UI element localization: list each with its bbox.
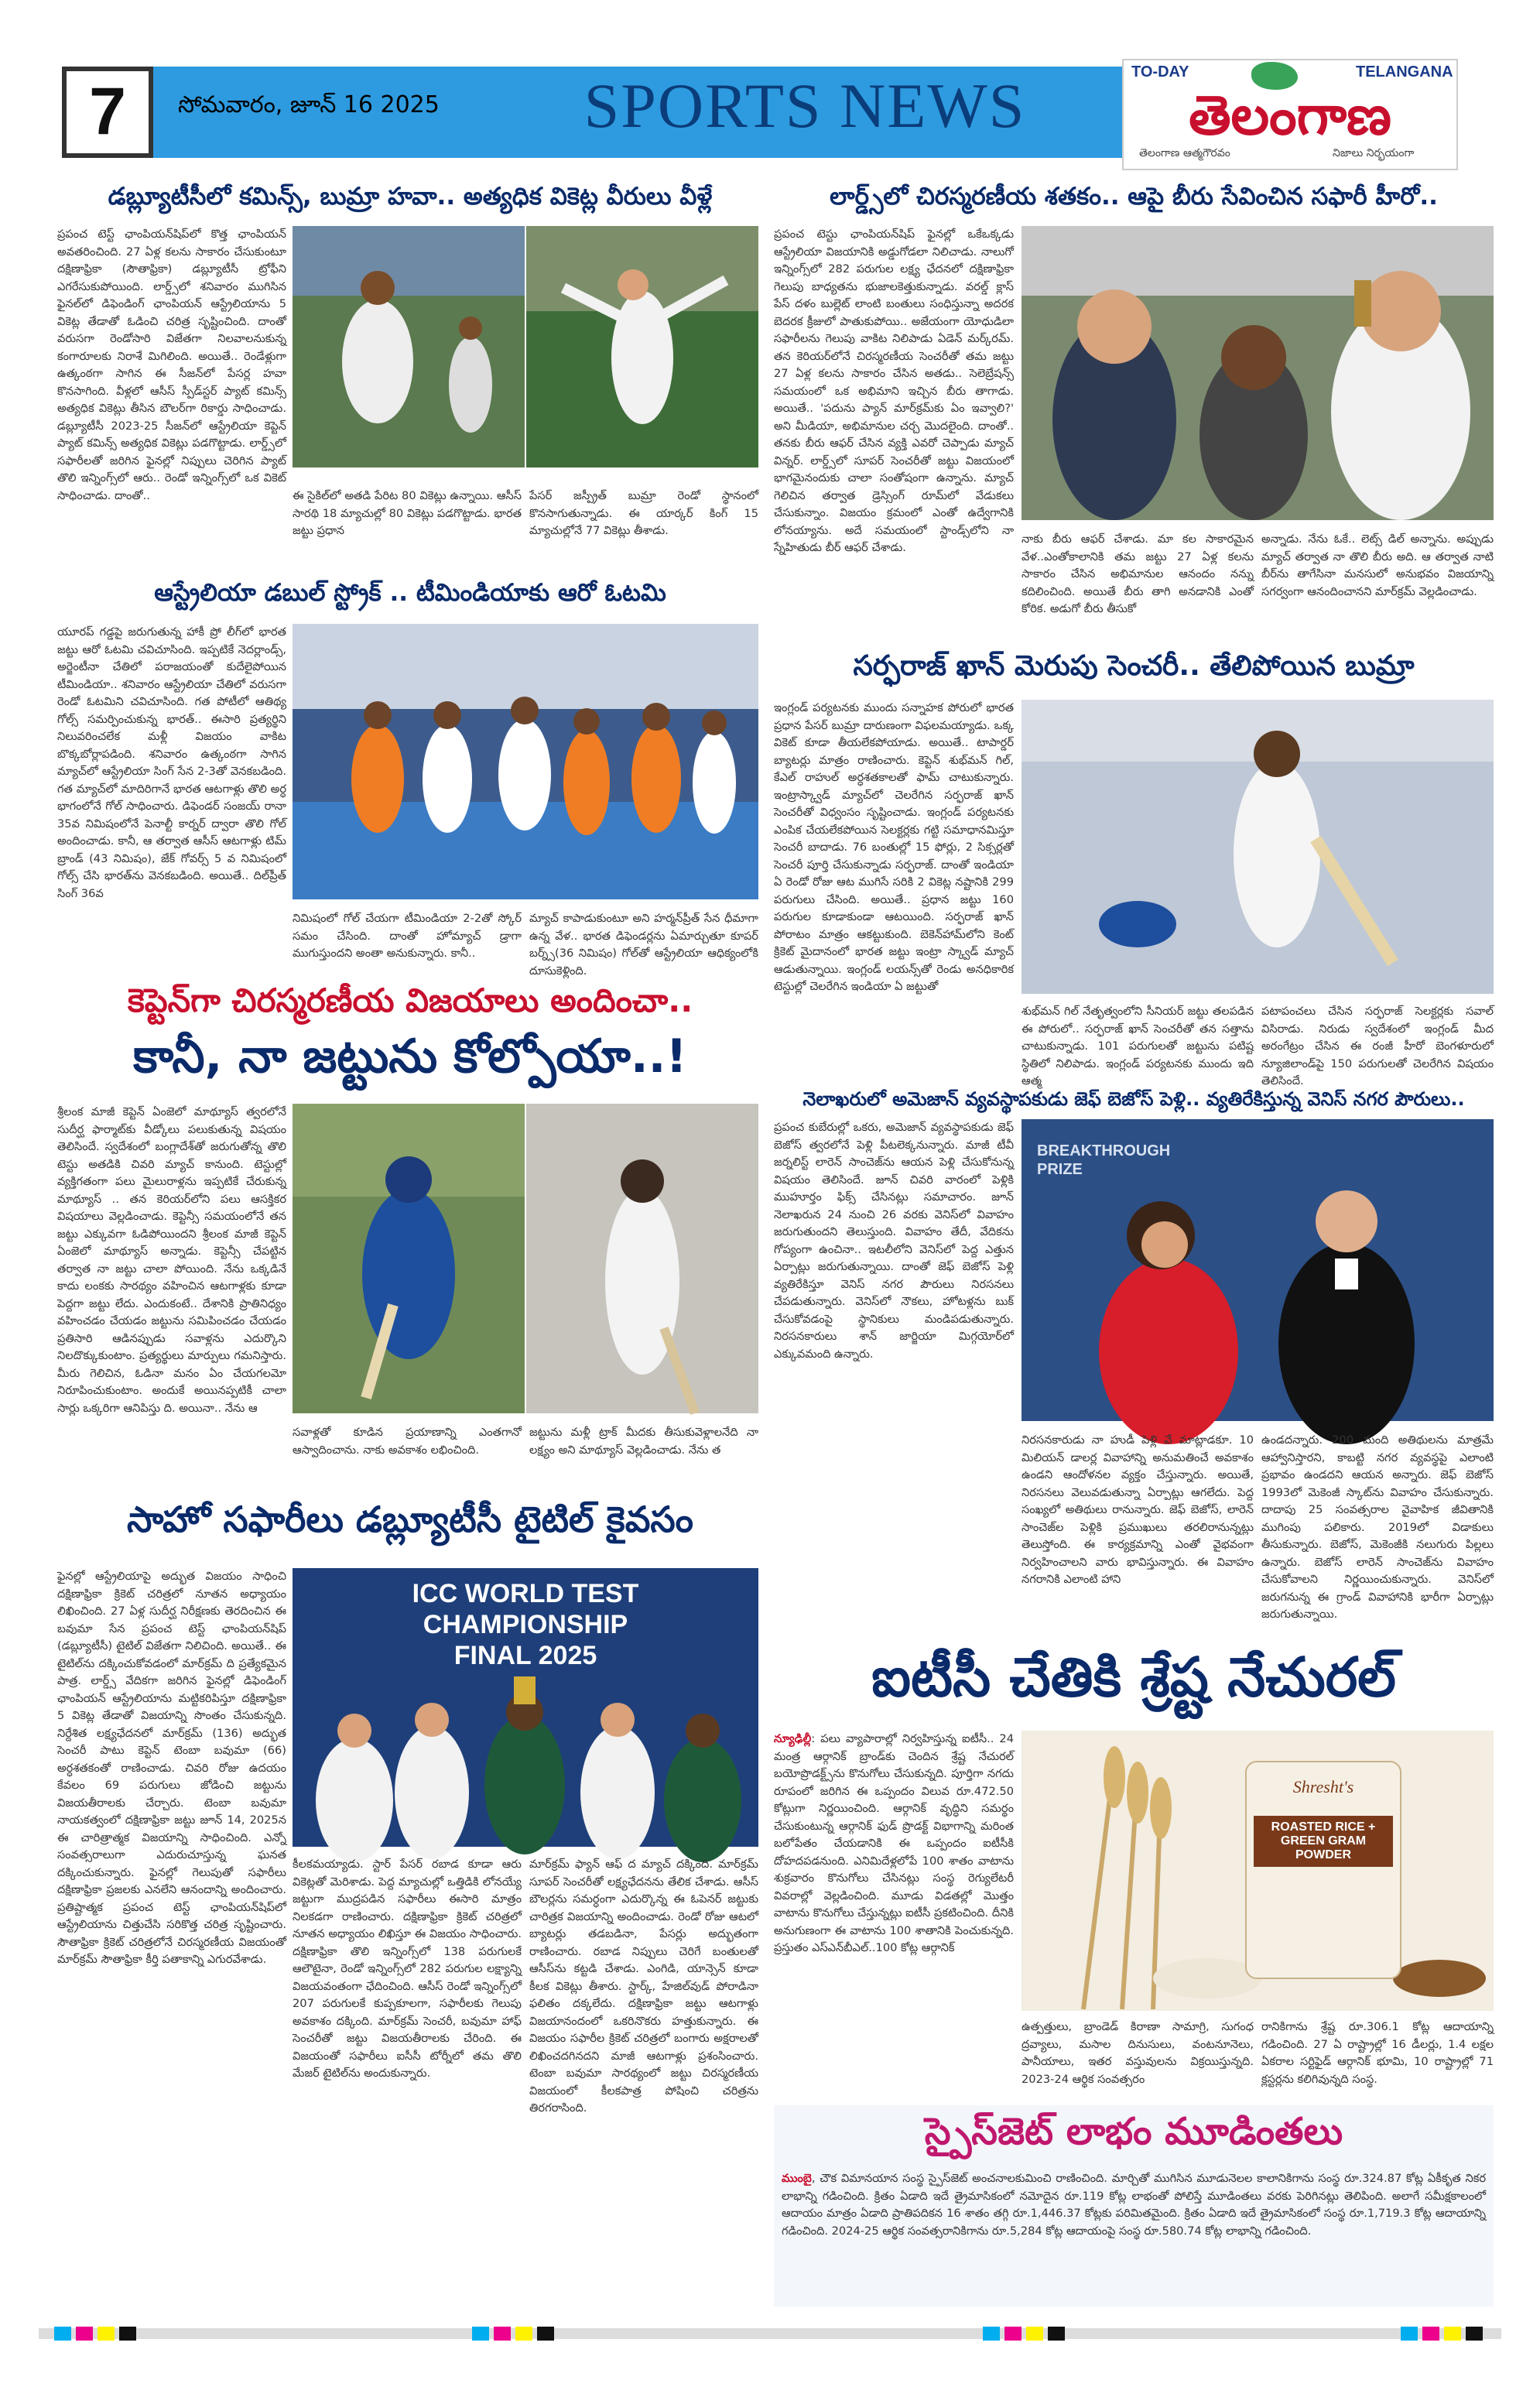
- article-spicejet-body: [782, 2170, 1486, 2302]
- photo-fans-beer: [1022, 226, 1494, 520]
- caption-itc-left: ఉత్పత్తులు, బ్రాండెడ్ కిరాణా సామాగ్రి, సుగంధ ద్రవ్యాలు, మసాల దినుసులు, వంటనూనెలు, పానీయాలు, ఇతర వస్తువులను విక్రయిస్తున్నది. 2023-24 ఆర్థిక సంవత్సరం: [1022, 2020, 1254, 2086]
- logo-top-left: TO-DAY: [1131, 63, 1189, 80]
- photo-bezos-backdrop-2: PRIZE: [1037, 1161, 1083, 1178]
- photo-wtc-caption-2: CHAMPIONSHIP: [423, 1610, 628, 1639]
- issue-date: సోమవారం, జూన్ 16 2025: [178, 91, 440, 118]
- caption-wtc-right: పేసర్ జస్ప్రీత్ బుమ్రా రెండో స్థానంలో కొనసాగుతున్నాడు. ఈ యార్కర్ కింగ్ 15 మ్యాచుల్లోనే 77 వికెట్లు తీశాడు.: [529, 489, 758, 537]
- logo-name: తెలంగాణ: [1189, 84, 1391, 147]
- article-wtc-title-col3: మార్‌క్రమ్ ఫ్యాన్ ఆఫ్ ద మ్యాచ్ దక్కింది. మార్‌క్రమ్ సూపర్ సెంచరీతో లక్ష్యఛేదనను తేలిక చేశాడు. ఆసీస్ బౌలర్లను సమర్ధంగా ఎదుర్కొన్న ఈ ఓపెనర్ జట్టుకు చారిత్రక విజయాన్ని అందించాడు. రెండో రోజు ఆటలో బ్యాటర్లు తడబడినా, పేసర్లు అద్భుతంగా రాణించారు. రబాడ నిప్పులు చెరిగే బంతులతో ఆసీస్‌ను కట్టడి చేశాడు. ఎంగిడి, యాన్సెన్ కూడా కీలక వికెట్లు తీశారు. స్టార్క్, హేజిల్‌వుడ్ పోరాడినా ఫలితం దక్కలేదు. దక్షిణాఫ్రికా జట్టు ఆటగాళ్లు విజయానందంలో ఒకరినొకరు హత్తుకున్నారు. ఈ విజయం సఫారీల క్రికెట్ చరిత్రలో బంగారు అక్షరాలతో లిఖించదగినదని మాజీ ఆటగాళ్లు ప్రశంసించారు. టెంబా బవుమా సారథ్యంలో జట్టు చిరస్మరణీయ విజయంలో కీలకపాత్ర పోషించి చరిత్రను తిరగరాసింది.: [529, 1858, 758, 2115]
- photo-wtc-players: [293, 1568, 758, 1847]
- photo-sarfaraz: [1022, 700, 1494, 994]
- headline-sarfaraz: సర్ఫరాజ్ ఖాన్ మెరుపు సెంచరీ.. తేలిపోయిన బుమ్రా: [853, 650, 1415, 682]
- headline-wtc-wickets: డబ్ల్యూటీసీలో కమిన్స్, బుమ్రా హవా.. అత్యధిక వికెట్ల వీరులు వీళ్లే: [108, 183, 713, 211]
- caption-wtc-left: ఈ సైకిల్‌లో అతడి పేరిట 80 వికెట్లు ఉన్నాయి. ఆసీస్ సారథి 18 మ్యాచుల్లో 80 వికెట్లు పడగొట్టాడు. భారత జట్టు ప్రధాన: [293, 489, 522, 537]
- caption-markram-right: అన్నాడు. నేను ఓకే.. లెట్స్ డిల్ అన్నాను. అప్పుడు మ్యాచ్ తర్వాత నా తొలి బీరు అది. ఆ తర్వాత నాటి బీర్‌ను తాగేసినా మనసులో అనుభవం విజయాన్ని సగర్వంగా ఆనందించానని మార్‌క్రమ్ వెల్లడించాడు.: [1261, 533, 1494, 598]
- article-itc-body: [774, 1731, 1014, 2087]
- print-registration-bar: [39, 2325, 1501, 2342]
- photo-bumrah-cummins: [293, 226, 758, 467]
- caption-hockey-right: మ్యాచ్ కాపాడుకుంటూ అని హర్మన్‌ప్రీత్ సేన ధీమాగా ఉన్న వేళ.. భారత డిఫెండర్లను ఏమార్చుతూ కూపర్ బర్న్స్(36 నిమిషం) గోల్‌తో ఆస్ట్రేలియా ఆధిక్యంలోకి దూసుకెళ్లింది.: [529, 912, 758, 978]
- article-wtc-title-body: ఫైనల్లో ఆస్ట్రేలియాపై అద్భుత విజయం సాధించి దక్షిణాఫ్రికా క్రికెట్ చరిత్రలో నూతన అధ్యాయం లిఖించింది. 27 ఏళ్ల సుదీర్ఘ నిరీక్షణకు తెరదించిన ఈ బవుమా సేన ప్రపంచ టెస్ట్ ఛాంపియన్‌షిప్ (డబ్ల్యూటీసీ) టైటిల్ విజేతగా నిలిచింది. అయితే.. ఈ టైటిల్‌ను దక్కించుకోవడంలో మార్‌క్రమ్ ది ప్రత్యేకమైన పాత్ర. లార్డ్స్ వేదికగా జరిగిన ఫైనల్లో డిఫెండింగ్ ఛాంపియన్ ఆస్ట్రేలియాను మట్టికరిపిస్తూ దక్షిణాఫ్రికా 5 వికెట్ల తేడాతో విజయాన్ని సొంతం చేసుకున్నది. నిర్దేశిత లక్ష్యఛేదనలో మార్‌క్రమ్ (136) అద్భుత సెంచరీ పాటు కెప్టెన్ టెంబా బవుమా (66) అర్ధశతకంతో రాణించాడు. చివరి రోజు ఉదయం కేవలం 69 పరుగులు జోడించి జట్టును విజయతీరాలకు చేర్చారు. టెంబా బవుమా నాయకత్వంలో దక్షిణాఫ్రికా జట్టు జూన్ 14, 2025న ఈ చారిత్రాత్మక విజయాన్ని సాధించింది. ఎన్నో సంవత్సరాలుగా ఎదురుచూస్తున్న ఘనత దక్కించుకున్నారు. ఫైనల్లో గెలుపుతో సఫారీలు దక్షిణాఫ్రికా ప్రజలకు ఎనలేని ఆనందాన్ని అందించారు. ప్రతిష్టాత్మక ప్రపంచ టెస్ట్ ఛాంపియన్‌షిప్‌లో ఆస్ట్రేలియాను చిత్తుచేసి సరికొత్త చరిత్ర సృష్టించారు. సౌతాఫ్రికా క్రికెట్ చరిత్రలోనే చిరస్మరణీయ విజయంతో మార్‌క్రమ్ సౌతాఫ్రికా కీర్తి పతాకాన్ని ఎగురవేశాడు.: [57, 1570, 286, 1966]
- caption-mathews-right: జట్టును మళ్లీ ట్రాక్ మీదకు తీసుకువెళ్లాలనేది నా లక్ష్యం అని మాథ్యూస్ వెల్లడించాడు. నేను త: [529, 1426, 758, 1457]
- logo-tagline-left: తెలంగాణ ఆత్మగౌరవం: [1139, 147, 1230, 159]
- article-itc-dateline-sep: :: [811, 1732, 821, 1745]
- headline-mathews-big: కానీ, నా జట్టును కోల్పోయా..!: [133, 1029, 687, 1084]
- caption-itc-right: రానికిగాను శ్రేష్ట రూ.306.1 కోట్ల ఆదాయాన్ని గడించింది. 27 ఏ రాష్ట్రాల్లో 16 డీలర్లు, 1.4 లక్షల ఏకరాల సర్టిఫైడ్ ఆర్గానిక్ భూమి, 10 రాష్ట్రాల్లో 71 క్లస్టర్లను కలిగివున్నది సంస్థ.: [1261, 2020, 1494, 2086]
- logo-tagline-right: నిజాలు నిర్భయంగా: [1333, 147, 1415, 159]
- article-sarfaraz-body: ఇంగ్లండ్ పర్యటనకు ముందు సన్నాహక పోరులో భారత ప్రధాన పేసర్ బుమ్రా దారుణంగా విఫలమయ్యాడు. ఒక్క వికెట్ కూడా తీయలేకపోయాడు. అయితే.. టాపార్డర్ బ్యాటర్లు మాత్రం రాణించారు. కెప్టెన్ శుభ్‌మన్ గిల్, కేఎల్ రాహుల్ అర్ధశతకాలతో ఫామ్ చాటుకున్నారు. ఇంట్రాస్క్వాడ్ మ్యాచ్‌లో చెలరేగిన సర్ఫరాజ్ ఖాన్ సెంచరీతో విధ్వంసం సృష్టించాడు. ఇంగ్లండ్ పర్యటనకు ఎంపిక చేయలేకపోయిన సెలక్టర్లకు గట్టి సమాధానమిస్తూ సెంచరీ బాదాడు. 76 బంతుల్లో 15 ఫోర్లు, 2 సిక్సర్లతో సెంచరీ పూర్తి చేసుకున్నాడు సర్ఫరాజ్. దాంతో ఇండియా ఏ రెండో రోజు ఆట ముగిసే సరికి 2 వికెట్ల నష్టానికి 299 పరుగులు చేసింది. అయితే.. ప్రధాన జట్టు 160 పరుగుల కూడాకుండా ఆటయింది. సర్ఫరాజ్ ఖాన్ పోరాటం మాత్రం ఆకట్టుకుంది. బెకెన్‌హామ్‌లోని కెంట్ క్రికెట్ మైదానంలో భారత జట్టు ఇంట్రా స్క్వాడ్ మ్యాచ్ ఆడుతున్నాయి. ఇంగ్లండ్ లయన్స్‌తో రెండు అనధికారిక టెస్టుల్లో చెలరేగిన ఇండియా ఏ జట్టుతో: [774, 701, 1014, 993]
- photo-bezos-people: [1022, 1119, 1494, 1421]
- headline-hockey: ఆస్ట్రేలియా డబుల్ స్ట్రోక్ .. టీమిండియాకు ఆరో ఓటమి: [154, 579, 666, 607]
- product-name: ROASTED RICE + GREEN GRAM POWDER: [1254, 1816, 1393, 1867]
- section-title: SPORTS NEWS: [583, 70, 1026, 141]
- caption-sarfaraz-right: పటాపంచలు చేసిన సర్ఫరాజ్ సెలక్టర్లకు సవాల్ విసిరాడు. నిరుడు స్వదేశంలో ఇంగ్లండ్ మీద అరంగేట్రం చేసిన ఈ రంజీ హీరో బెంగళూరులో న్యూజిలాండ్‌పై 150 పరుగులతో చెలరేగిన విషయం తెలిసిందే.: [1261, 1005, 1494, 1087]
- photo-wtc-caption-1: ICC WORLD TEST: [412, 1579, 639, 1608]
- article-spicejet-dateline-sep: ,: [811, 2172, 820, 2185]
- wheat-stalks-icon: [1022, 1731, 1494, 2011]
- article-itc-text: పలు వ్యాపారాల్లో నిర్వహిస్తున్న ఐటీసీ.. 24 మంత్ర ఆర్గానిక్ బ్రాండ్‌కు చెందిన శ్రేష్ట నేచురల్ బయోప్రొడక్ట్స్‌ను కొనుగోలు చేసుకున్నది. పూర్తిగా నగదు రూపంలో జరిగిన ఈ ఒప్పందం విలువ రూ.472.50 కోట్లుగా నిర్ణయించింది. ఆర్గానిక్ వృద్ధిని సమర్థం చేసుకుంటున్న ఆర్గానిక్ ఫుడ్ ప్రొడక్ట్ విభాగాన్ని మరింత బలోపేతం చేయడానికి ఈ ఒప్పందం ఐటీసీకి దోహదపడనుంది. ఎనిమిదేళ్లలోపే 100 శాతం వాటాను శుక్రవారం కొనుగోలు చేసినట్లు సంస్థ రెగ్యులేటరీ వివరాల్లో వెల్లడించింది. మూడు విడతల్లో మొత్తం వాటాను కొనుగోలు చేస్తున్నట్లు ఐటీసీ ప్రకటించింది. దీనికి అనుగుణంగా ఈ వాటాను 100 శాతానికి పెంచుకున్నది. ప్రస్తుతం ఎస్‌ఎన్‌బీఎల్..100 కోట్ల ఆర్గానిక్: [774, 1732, 1015, 1954]
- article-wtc-title-col2: కీలకమయ్యాడు. స్టార్ పేసర్ రబాడ కూడా ఆరు వికెట్లతో మెరిశాడు. పెద్ద మ్యాచుల్లో ఒత్తిడికి లోనయ్యే జట్టుగా ముద్రపడిన సఫారీలు ఈసారి మాత్రం నిలకడగా రాణించారు. దక్షిణాఫ్రికా క్రికెట్ చరిత్రలో నూతన అధ్యాయం లిఖిస్తూ ఈ విజయం సాధించారు. దక్షిణాఫ్రికా తొలి ఇన్నింగ్స్‌లో 138 పరుగులకే ఆలౌటైనా, రెండో ఇన్నింగ్స్‌లో 282 పరుగుల లక్ష్యాన్ని విజయవంతంగా ఛేదించింది. ఆసీస్ రెండో ఇన్నింగ్స్‌లో 207 పరుగులకే కుప్పకూలగా, సఫారీలకు గెలుపు అవకాశం దక్కింది. మార్‌క్రమ్ సెంచరీ, బవుమా హాఫ్ సెంచరీతో జట్టు విజయతీరాలకు చేరింది. ఈ విజయంతో సఫారీలు ఐసీసీ టోర్నీలో తమ తొలి మేజర్ టైటిల్‌ను అందుకున్నారు.: [293, 1858, 522, 2080]
- photo-bezos-sanchez: [1022, 1119, 1494, 1421]
- headline-markram-beer: లార్డ్స్‌లో చిరస్మరణీయ శతకం.. ఆపై బీరు సేవించిన సఫారీ హీరో..: [830, 183, 1438, 211]
- article-markram-body: ప్రపంచ టెస్టు ఛాంపియన్‌షిప్ ఫైనల్లో ఒకేఒక్కడు ఆస్ట్రేలియా విజయానికి అడ్డుగోడలా నిలిచాడు. నాలుగో ఇన్నింగ్స్‌లో 282 పరుగుల లక్ష్య ఛేదనలో దక్షిణాఫ్రికా గెలుపు బాధ్యతను భుజాలకెత్తుకున్నాడు. వరల్డ్ క్లాస్ పేస్ దళం బుల్లెట్ లాంటి బంతులు సంధిస్తున్నా అదరక బెదరక క్రీజులో పాతుకుపోయి.. అజేయంగా యోధుడిలా సఫారీలను గెలుపు వాకిట నిలిపాడు ఏడెన్ మర్క్‌రమ్. తన కెరియర్‌లోనే చిరస్మరణీయ సెంచరీతో తమ జట్టు 27 ఏళ్ల కలను సాకారం చేసిన అతడు.. సెలెబ్రేషన్స్ సమయంలో ఒక అభిమాని ఇచ్చిన బీరు తాగాడు. అయితే.. 'పదును ప్యాన్ మార్‌క్రమ్‌కు ఏం ఇవ్వాలి?' అని మీడియా, అభిమానుల చర్చ మొదలైంది. దాంతో.. తనకు బీరు ఆఫర్ చేసిన వ్యక్తి ఎవరో చెప్పాడు మ్యాచ్ విన్నర్. లార్డ్స్‌లో సూపర్ సెంచరీతో జట్టు విజయంలో భాగమైనందుకు చాలా సంతోషంగా ఉన్నాను. మ్యాచ్ గెలిచిన తర్వాత డ్రెస్సింగ్ రూమ్‌లో వేడుకలు చేసుకున్నాం. విజయం క్రమంలో ఎంతో ఉద్వేగానికి లోనయ్యాను. అదే సమయంలో స్టాండ్స్‌లోని నా స్నేహితుడు బీర్ ఆఫర్ చేశాడు.: [774, 228, 1014, 554]
- article-hockey-body: యూరప్ గడ్డపై జరుగుతున్న హాకీ ప్రో లీగ్‌లో భారత జట్టు ఆరో ఓటమి చవిచూసింది. ఇప్పటికే నెదర్లాండ్స్, అర్జెంటీనా చేతిలో పరాజయంతో కుదేలైపోయిన టీమిండియా.. శనివారం ఆస్ట్రేలియా చేతిలో వరుసగా రెండో ఓటమిని చవిచూసింది. గత పోటీలో ఆతిథ్య గోల్స్ సమర్పించుకున్న భారత్.. ఈసారి ప్రత్యర్థిని నిలువరించలేక మళ్లీ విజయం వాకిట బొక్కబోర్లాపడింది. శనివారం ఉత్కంఠగా సాగిన మ్యాచ్‌లో ఆస్ట్రేలియా సింగ్ సేన 2-3తో వెనకబడింది. గత మ్యాచ్‌లో మాదిరిగానే భారత ఆటగాళ్లు తొలి అర్ధ భాగంలోనే గోల్ సాధించారు. డిఫెండర్ సంజయ్ రానా 35వ నిమిషంలోనే పెనాల్టీ కార్నర్ ద్వారా తొలి గోల్ అందించాడు. కానీ, ఆ తర్వాత ఆసీస్ ఆటగాళ్లు టిమ్ బ్రాండ్ (43 నిమిషం), జేక్ గోవర్స్ 5 వ నిమిషంలో గోల్స్ చేసి భారత్‌ను వెనకబడింది. అయితే.. దిల్‌ప్రీత్ సింగ్ 36వ: [57, 625, 286, 900]
- caption-markram-left: నాకు బీరు ఆఫర్ చేశాడు. మా కల సాకారమైన వేళ..ఎంతోకాలానికి తమ జట్టు 27 ఏళ్ల కలను సాకారం చేసిన అభిమానుల ఆనందం నన్ను కదిలించింది. అయితే బీరు తాగి అనడానికి ఎంతో కోరిక. అడుగో బీరు తీసుకో: [1022, 533, 1254, 615]
- article-wtc-wickets-body: ప్రపంచ టెస్ట్ ఛాంపియన్‌షిప్‌లో కొత్త ఛాంపియన్ అవతరించింది. 27 ఏళ్ల కలను సాకారం చేసుకుంటూ దక్షిణాఫ్రికా (సౌతాఫ్రికా) డబ్ల్యూటీసీ ట్రోఫీని ఎగరేసుకుపోయింది. లార్డ్స్‌లో శనివారం ముగిసిన ఫైనల్‌లో డిఫెండింగ్ ఛాంపియన్ ఆస్ట్రేలియాను 5 వికెట్ల తేడాతో ఓడించి చరిత్ర సృష్టించింది. దాంతో వరుసగా రెండోసారి విజేతగా నిలవాలనుకున్న కంగారూలకు నిరాశే మిగిలింది. అయితే.. రెండేళ్లుగా ఉత్కంఠగా సాగిన ఈ సీజన్‌లో పేసర్ల హవా కొనసాగింది. వీళ్లలో ఆసీస్ స్పీడ్‌స్టర్ ప్యాట్ కమిన్స్ అత్యధిక వికెట్లు తీసిన బౌలర్‌గా రికార్డు సాధించాడు. డబ్ల్యూటీసీ 2023-25 సీజన్‌లో ఆస్ట్రేలియా కెప్టెన్ ప్యాట్ కమిన్స్ అత్యధిక వికెట్లు పడగొట్టాడు. లార్డ్స్‌లో సఫారీలతో జరిగిన ఫైనల్లో నిప్పులు చెరిగిన ప్యాట్ తొలి ఇన్నింగ్స్‌లో ఆరు.. రెండో ఇన్నింగ్స్‌లో ఒక వికెట్ సాధించాడు. దాంతో..: [57, 228, 286, 502]
- headline-mathews-top: కెప్టెన్‌గా చిరస్మరణీయ విజయాలు అందించా..: [127, 981, 693, 1019]
- headline-bezos-wedding: నెలాఖరులో అమెజాన్ వ్యవస్థాపకుడు జెఫ్ బెజోస్ పెళ్లి.. వ్యతిరేకిస్తున్న వెనిస్ నగర పౌరులు..: [803, 1088, 1465, 1110]
- product-brand: Shresht's: [1292, 1777, 1354, 1796]
- caption-hockey-left: నిమిషంలో గోల్ చేయగా టీమిండియా 2-2తో స్కోర్ సమం చేసింది. దాంతో హోమ్యాచ్ డ్రాగా ముగుస్తుందని అంతా అనుకున్నారు. కానీ..: [293, 912, 522, 960]
- photo-shreshta-product: [1022, 1731, 1494, 2011]
- headline-spicejet: స్పైస్‌జెట్ లాభం మూడింతలు: [924, 2110, 1343, 2153]
- photo-bezos-backdrop-1: BREAKTHROUGH: [1037, 1142, 1171, 1159]
- article-spicejet-dateline: ముంబై: [782, 2172, 812, 2185]
- newspaper-logo[interactable]: [1122, 59, 1458, 170]
- photo-wtc-caption-3: FINAL 2025: [453, 1641, 597, 1670]
- article-mathews-body: శ్రీలంక మాజీ కెప్టెన్ ఏంజెలో మాథ్యూస్ త్వరలోనే సుదీర్ఘ ఫార్మాట్‌కు వీడ్కోలు పలుకుతున్న విషయం తెలిసిందే. స్వదేశంలో బంగ్లాదేశ్‌తో జరుగుతోన్న తొలి టెస్టు అతడికి చివరి మ్యాచ్ కానుంది. టెస్టుల్లో వ్యక్తిగతంగా పలు మైలురాళ్లను ఇప్పటికే చేరుకున్న మాథ్యూస్ .. తన కెరియర్‌లోని పలు ఆసక్తికర విషయాలు వెల్లడించాడు. కెప్టెన్సీ సమయంలోనే తన జట్టు ఎక్కువగా ఓడిపోయిందని శ్రీలంక మాజీ కెప్టెన్ ఏంజెలో మాథ్యూస్ అన్నాడు. కెప్టెన్సీ చేపట్టిన తర్వాత నా జట్టు చాలా పోయింది. నేను ఒక్కడినే కాదు లంకకు సారథ్యం వహించిన ఆటగాళ్లకు కూడా పెద్దగా జట్టు లేదు. ఎందుకంటే.. దేశానికి ప్రాతినిధ్యం వహించడం చేయడం జట్టును సమిపించడం చేయడం ప్రతిసారి ఆడినప్పుడు సవాళ్లను ఎదుర్కొని నిలదొక్కుకుంటాం. ప్రత్యర్థులు మార్పులు గమనిస్తారు. మీరు గెలిచిన, ఓడినా మనం ఏం చేయగలమో నిరూపించుకుంటాం. అందుకే అయినప్పటికీ చాలా సార్లు ఒక్కరిగా ఆనిపిస్తు ది. అయినా.. నేను ఆ: [57, 1105, 286, 1415]
- photo-wtc-trophy: [293, 1568, 758, 1847]
- headline-wtc-title: సాహో సఫారీలు డబ్ల్యూటీసీ టైటిల్ కైవసం: [126, 1498, 694, 1540]
- article-itc-dateline: న్యూఢిల్లీ: [774, 1732, 812, 1745]
- caption-bezos-left: నిరసనకారుడు నా హుడీ పెళ్లి వే మాట్లాడకూ. 10 మిలియన్ డాలర్ల వివాహాన్ని అనుమతించే అవకాశం ఉండని ఆందోళనల వ్యక్తం చేస్తున్నారు. అయితే, నిరసనలు వెలువడుతున్నా ఏర్పాట్లు ఆగలేదు. పెద్ద సంఖ్యలో అతిథులు రానున్నారు. జెఫ్ బెజోస్, లారెన్ సాంచెజ్‌ల పెళ్లికి ప్రముఖులు తరలిరానున్నట్లు తెలుస్తోంది. ఈ కార్యక్రమాన్ని ఎంతో వైభవంగా నిర్వహించాలని వారు భావిస్తున్నారు. ఈ వివాహం నగరానికి ఎలాంటి హాని: [1022, 1433, 1254, 1586]
- caption-mathews-left: సవాళ్లతో కూడిన ప్రయాణాన్ని ఎంతగానో ఆస్వాదించాను. నాకు అవకాశం లభించింది.: [293, 1426, 522, 1457]
- caption-sarfaraz-left: శుభ్‌మన్ గిల్ నేతృత్వంలోని సీనియర్ జట్టు తలపడిన ఈ పోరులో.. సర్ఫరాజ్ ఖాన్ సెంచరీతో తన సత్తాను చాటుకున్నాడు. 101 పరుగులతో జట్టును పటిష్ట స్థితిలో నిలిపాడు. ఇంగ్లండ్ పర్యటనకు ముందు ఇది ఆత్మ: [1022, 1005, 1254, 1087]
- photo-mathews: [293, 1104, 758, 1413]
- article-spicejet-text: చౌక విమానయాన సంస్థ స్పైస్‌జెట్ అంచనాలకుమించి రాణించింది. మార్చితో ముగిసిన మూడునెలల కాలానికిగాను సంస్థ రూ.324.87 కోట్ల ఏకీకృత నికర లాభాన్ని గడించింది. క్రితం ఏడాది ఇదే త్రైమాసికంలో నమోదైన రూ.119 కోట్ల లాభంతో పోలిస్తే మూడింతలు వరకు పెరిగినట్లు తెలిపింది. అలాగే సమీక్షకాలంలో ఆదాయం మాత్రం ఏడాది ప్రాతిపదికన 16 శాతం తగ్గి రూ.1,446.37 కోట్లకు పరిమితమైంది. క్రితం ఏడాది ఇదే త్రైమాసికంలో సంస్థ రూ.1,719.3 కోట్ల ఆదాయాన్ని గడించింది. 2024-25 ఆర్థిక సంవత్సరానికిగాను రూ.5,284 కోట్ల ఆదాయంపై సంస్థ రూ.580.74 కోట్ల లాభాన్ని గడించింది.: [782, 2172, 1486, 2238]
- article-bezos-body: ప్రపంచ కుబేరుల్లో ఒకరు, అమెజాన్ వ్యవస్థాపకుడు జెఫ్ బెజోస్ త్వరలోనే పెళ్లి పీటలెక్కనున్నారు. మాజీ టీవీ జర్నలిస్ట్ లారెన్ సాంచెజ్‌ను ఆయన పెళ్లి చేసుకోనున్న విషయం తెలిసిందే. జూన్ చివరి వారంలో పెళ్లికి ముహూర్తం ఫిక్స్ చేసినట్లు సమాచారం. జూన్ నెలాఖరున 24 నుంచి 26 వరకు వెనిస్‌లో వివాహం జరుగుతుందని తెలుస్తుంది. వివాహం తేదీ, వేదికను గోప్యంగా ఉంచినా.. ఇటలీలోని వెనిస్‌లో పెద్ద ఎత్తున ఏర్పాట్లు జరుగుతున్నాయి. దాంతో జెఫ్ బెజోస్ పెళ్లి వ్యతిరేకిస్తూ వెనిస్ నగర పౌరులు నిరసనలు చేపడుతున్నారు. వెనిస్‌లో నౌకలు, హోటళ్లను బుక్ చేసుకోవడంపై స్థానికులు మండిపడుతున్నారు. నిరసనకారులు శాన్ జార్జియా మిగ్గయోర్‌లో ఎక్కువమంది ఉన్నారు.: [774, 1121, 1014, 1361]
- photo-hockey-match: [293, 624, 758, 899]
- logo-top-right: TELANGANA: [1356, 63, 1453, 80]
- headline-itc: ఐటీసీ చేతికి శ్రేష్ట నేచురల్: [871, 1646, 1396, 1709]
- caption-bezos-right: ఉండదన్నారు. 200 మంది అతిథులను మాత్రమే ఆహ్వానిస్తారని, కాబట్టి నగర వ్యవస్థపై ఎలాంటి ప్రభావం ఉండదని ఆయన అన్నారు. జెఫ్ బెజోస్ 1993లో మెకెంజీ స్కాట్‌ను వివాహం చేసుకున్నారు. దాదాపు 25 సంవత్సరాల వైవాహిక జీవితానికి ముగింపు పలికారు. 2019లో విడాకులు తీసుకున్నారు. బెజోస్, మెకెంజీకి నలుగురు పిల్లలు ఉన్నారు. బెజోస్ లారెన్ సాంచెజ్‌ను వివాహం చేసుకోవాలని నిర్ణయించుకున్నారు. వెనిస్‌లో జరుగనున్న ఈ గ్రాండ్ వివాహానికి భారీగా ఏర్పాట్లు జరుగుతున్నాయి.: [1261, 1433, 1494, 1621]
- page-number: 7: [62, 67, 153, 158]
